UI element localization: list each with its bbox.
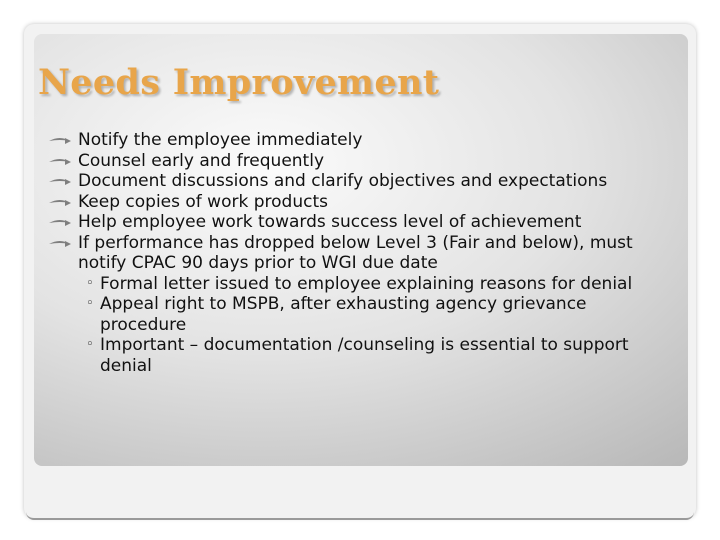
bullet-item [48,151,678,172]
arrow-bullet-icon [48,239,72,249]
bullet-text: Help employee work towards success level of achievement [78,212,582,232]
arrow-bullet-icon [48,218,72,228]
sub-bullet-text: Important – documentation /counseling is essential to support denial [100,335,629,376]
sub-bullet-marker: ◦ [86,296,94,311]
bullet-item [48,212,678,233]
sub-bullet-marker: ◦ [86,275,94,291]
bullet-text: Notify the employee immediately [78,130,363,150]
arrow-bullet-icon [48,157,72,167]
bullet-item [48,233,678,274]
sub-bullet-marker: ◦ [86,337,94,352]
sub-bullet-item [48,274,678,295]
sub-bullet-item [48,335,678,376]
arrow-bullet-icon [48,136,72,146]
bullet-text: Counsel early and frequently [78,150,325,171]
slide-frame-bottom-line [26,510,694,520]
sub-bullet-text: Appeal right to MSPB, after exhausting agency grievance procedure [100,294,587,335]
bullet-text: Document discussions and clarify objectives and expectations [78,171,608,191]
bullet-text: If performance has dropped below Level 3 (Fair and below), must notify CPAC 90 days prior to WGI due date [78,232,633,273]
bullet-list [48,130,678,376]
sub-bullet-item [48,294,678,335]
bullet-item [48,171,678,192]
sub-bullet-text: Formal letter issued to employee explaining reasons for denial [100,273,633,294]
slide-title: Needs Improvement [38,62,440,103]
arrow-bullet-icon [48,177,72,187]
arrow-bullet-icon [48,198,72,208]
bullet-item [48,130,678,151]
bullet-text: Keep copies of work products [78,191,328,212]
bullet-item [48,192,678,213]
